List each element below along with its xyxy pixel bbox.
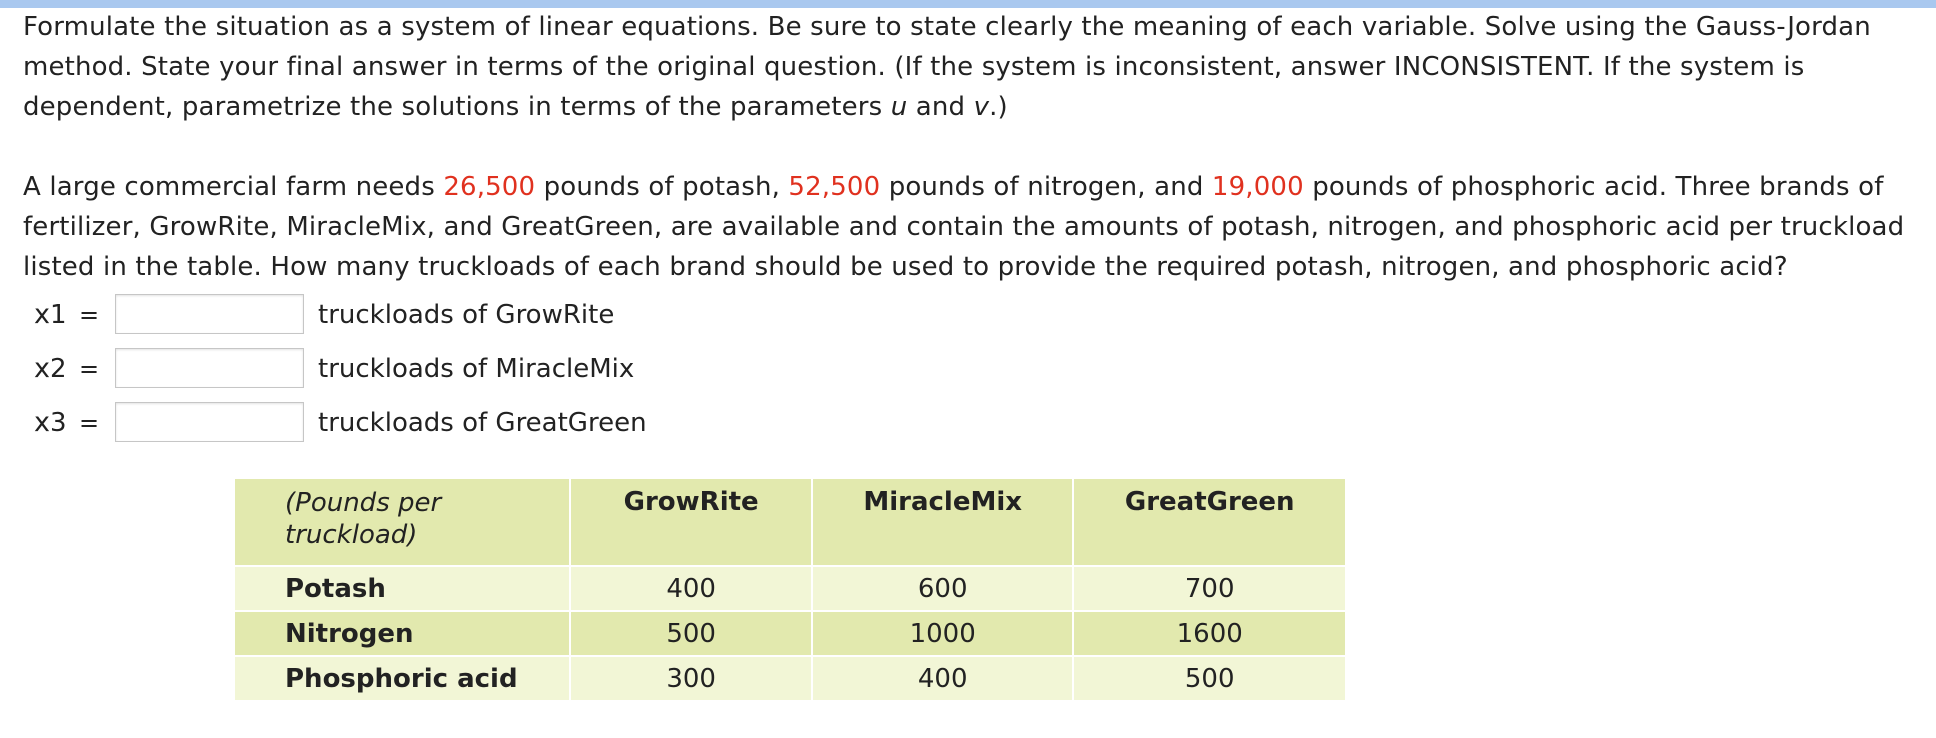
x2-label: truckloads of MiracleMix: [318, 354, 635, 384]
table-cell: 500: [1073, 656, 1346, 701]
potash-amount: 26,500: [443, 172, 536, 202]
table-row-potash: [234, 566, 1346, 611]
instructions-end: .): [989, 92, 1008, 122]
x1-input[interactable]: [115, 294, 304, 334]
problem-paragraph: [23, 167, 1913, 287]
row-header: Nitrogen: [234, 611, 570, 656]
problem-text-3: pounds of nitrogen, and: [880, 172, 1212, 202]
table-cell: 700: [1073, 566, 1346, 611]
table-cell: 400: [812, 656, 1074, 701]
row-header: Phosphoric acid: [234, 656, 570, 701]
table-cell: 600: [812, 566, 1074, 611]
instructions-paragraph: [23, 7, 1913, 127]
variable-x1: x1: [34, 299, 67, 330]
problem-text-4: pounds of phosphoric acid. Three brands of fertilizer, GrowRite, MiracleMix, and GreatGreen, are available and contain the amounts of potash, nitrogen, and phosphoric acid per truckload listed in the table. How many truckloads of each brand should be used to provide the required potash, nitrogen, and phosphoric acid?: [23, 172, 1905, 282]
table-cell: 1000: [812, 611, 1074, 656]
x3-label: truckloads of GreatGreen: [318, 408, 647, 438]
x1-label: truckloads of GrowRite: [318, 300, 615, 330]
x2-input[interactable]: [115, 348, 304, 388]
table-corner-label: (Pounds per truckload): [234, 478, 570, 566]
table-cell: 500: [570, 611, 812, 656]
phosphoric-amount: 19,000: [1211, 172, 1304, 202]
column-header-greatgreen: GreatGreen: [1073, 478, 1346, 566]
table-cell: 300: [570, 656, 812, 701]
parameter-v: v: [973, 92, 990, 122]
variable-x3: x3: [34, 407, 67, 438]
table-row-nitrogen: [234, 611, 1346, 656]
parameter-u: u: [890, 92, 908, 122]
column-header-growrite: GrowRite: [570, 478, 812, 566]
equals-sign: =: [79, 409, 100, 437]
fertilizer-table: [233, 477, 1347, 702]
table-cell: 1600: [1073, 611, 1346, 656]
instructions-text: Formulate the situation as a system of linear equations. Be sure to state clearly the meaning of each variable. Solve using the Gauss-Jordan method. State your final answer in terms of the original question. (If the system is inconsistent, answer INCONSISTENT. If the system is dependent, parametrize the solutions in terms of the parameters: [23, 12, 1871, 122]
table-header-row: [234, 478, 1346, 566]
nitrogen-amount: 52,500: [788, 172, 881, 202]
equals-sign: =: [79, 301, 100, 329]
table-cell: 400: [570, 566, 812, 611]
table-row-phosphoric-acid: [234, 656, 1346, 701]
column-header-miraclemix: MiracleMix: [812, 478, 1074, 566]
x3-input[interactable]: [115, 402, 304, 442]
equals-sign: =: [79, 355, 100, 383]
row-header: Potash: [234, 566, 570, 611]
variable-x2: x2: [34, 353, 67, 384]
problem-text-2: pounds of potash,: [535, 172, 789, 202]
instructions-and: and: [907, 92, 974, 122]
problem-text-1: A large commercial farm needs: [23, 172, 444, 202]
